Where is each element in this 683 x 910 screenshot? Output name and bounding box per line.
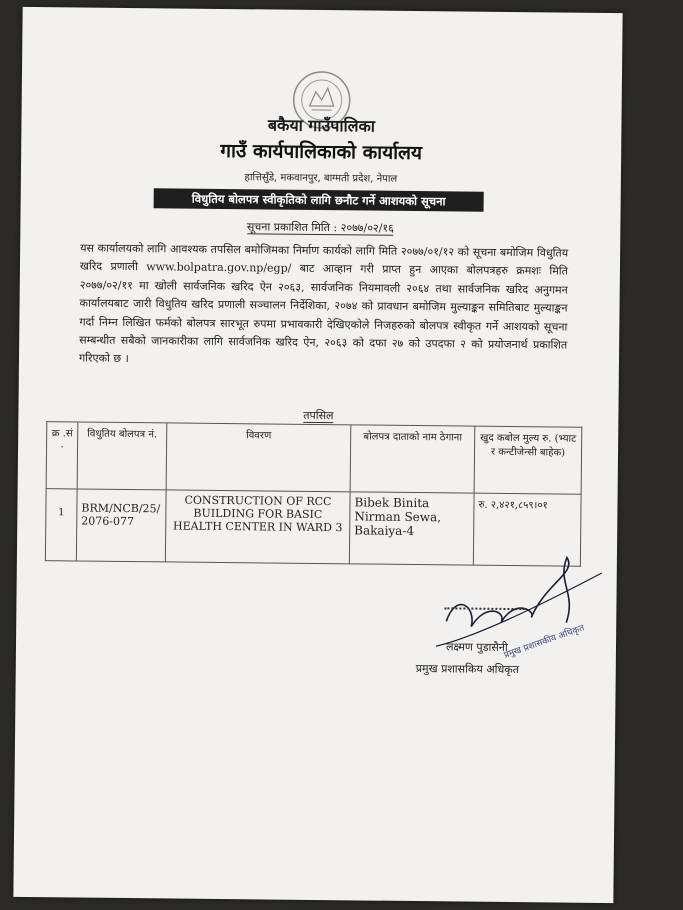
- header-amount: खुद कबोल मुल्य रु. (भ्याट र कन्टीजेन्सी बाहेक): [474, 426, 582, 494]
- cell-description: CONSTRUCTION OF RCC BUILDING FOR BASIC HEALTH CENTER IN WARD 3: [165, 490, 350, 564]
- office-name: बकैया गाउँपालिका: [267, 115, 376, 136]
- signer-name: लक्ष्मण पुडासैनी: [445, 640, 508, 654]
- header-bidder: बोलपत्र दाताको नाम ठेगाना: [350, 425, 475, 493]
- office-address: हात्तिसुँडे, मकवानपुर, बाग्मती प्रदेश, नेपाल: [244, 172, 398, 185]
- table-caption-text: तपसिल: [303, 408, 334, 423]
- cell-bid-no: BRM/NCB/25/ 2076-077: [76, 489, 166, 562]
- notice-paragraph: यस कार्यालयको लागि आवश्यक तपसिल बमोजिमका निर्माण कार्यको लागि मिति २०७७/०१/१२ को सूचना बमोजिम विधुतिय खरिद प्रणाली www.bolpatra.gov.np/egp/ बाट आव्हान गरी प्राप्त हुन आएका बोलपत्रहरु क्रमशः मिति २०७७/०२/११ मा खोली सार्वजनिक खरिद ऐन २०६३, सार्वजनिक नियमावली २०६४ तथा सार्वजनिक खरिद अनुगमन कार्यालयबाट जारी विधुतिय खरिद प्रणाली सञ्चालन निर्देशिका, २०७४ को प्रावधान बमोजिम मुल्याङ्कन समितिबाट मुल्याङ्कन गर्दा निम्न लिखित फर्मको बोलपत्र सारभूत रुपमा प्रभावकारी देखिएकोले निजहरुको बोलपत्र स्वीकृत गर्ने आशयको सूचना सम्बन्धीत सबैको जानकारीका लागि सार्वजनिक खरिद ऐन, २०६३ को दफा २७ को उपदफा २ को प्रयोजनार्थ प्रकाशित गरिएको छ ।: [78, 241, 569, 366]
- header-sn: क्र .सं .: [46, 422, 78, 489]
- cell-amount: रु. २,४२१,८५९।०१: [473, 493, 581, 566]
- notice-paper: [13, 7, 622, 903]
- stamp-text: प्रमुख प्रशासकीय अधिकृत: [502, 623, 586, 661]
- publish-date-text: सूचना प्रकाशित मिति : २०७७/०२/१६: [246, 220, 394, 235]
- signer-post: प्रमुख प्रशासकिय अधिकृत: [415, 662, 520, 677]
- publish-date: [20, 217, 620, 238]
- cell-bidder: Bibek Binita Nirman Sewa, Bakaiya-4: [349, 492, 474, 565]
- bid-table: [45, 421, 582, 567]
- header-bid-no: विधुतिय बोलपत्र नं.: [77, 422, 167, 490]
- table-header-row: [46, 422, 582, 495]
- office-subtitle: गाउँ कार्यपालिकाको कार्यालय: [220, 139, 423, 165]
- cell-sn: 1: [45, 489, 77, 561]
- notice-title-banner: विधुतिय बोलपत्र स्वीकृतिको लागि छनौट गर्ने आशयको सूचना: [154, 188, 484, 211]
- header-description: विवरण: [166, 423, 351, 492]
